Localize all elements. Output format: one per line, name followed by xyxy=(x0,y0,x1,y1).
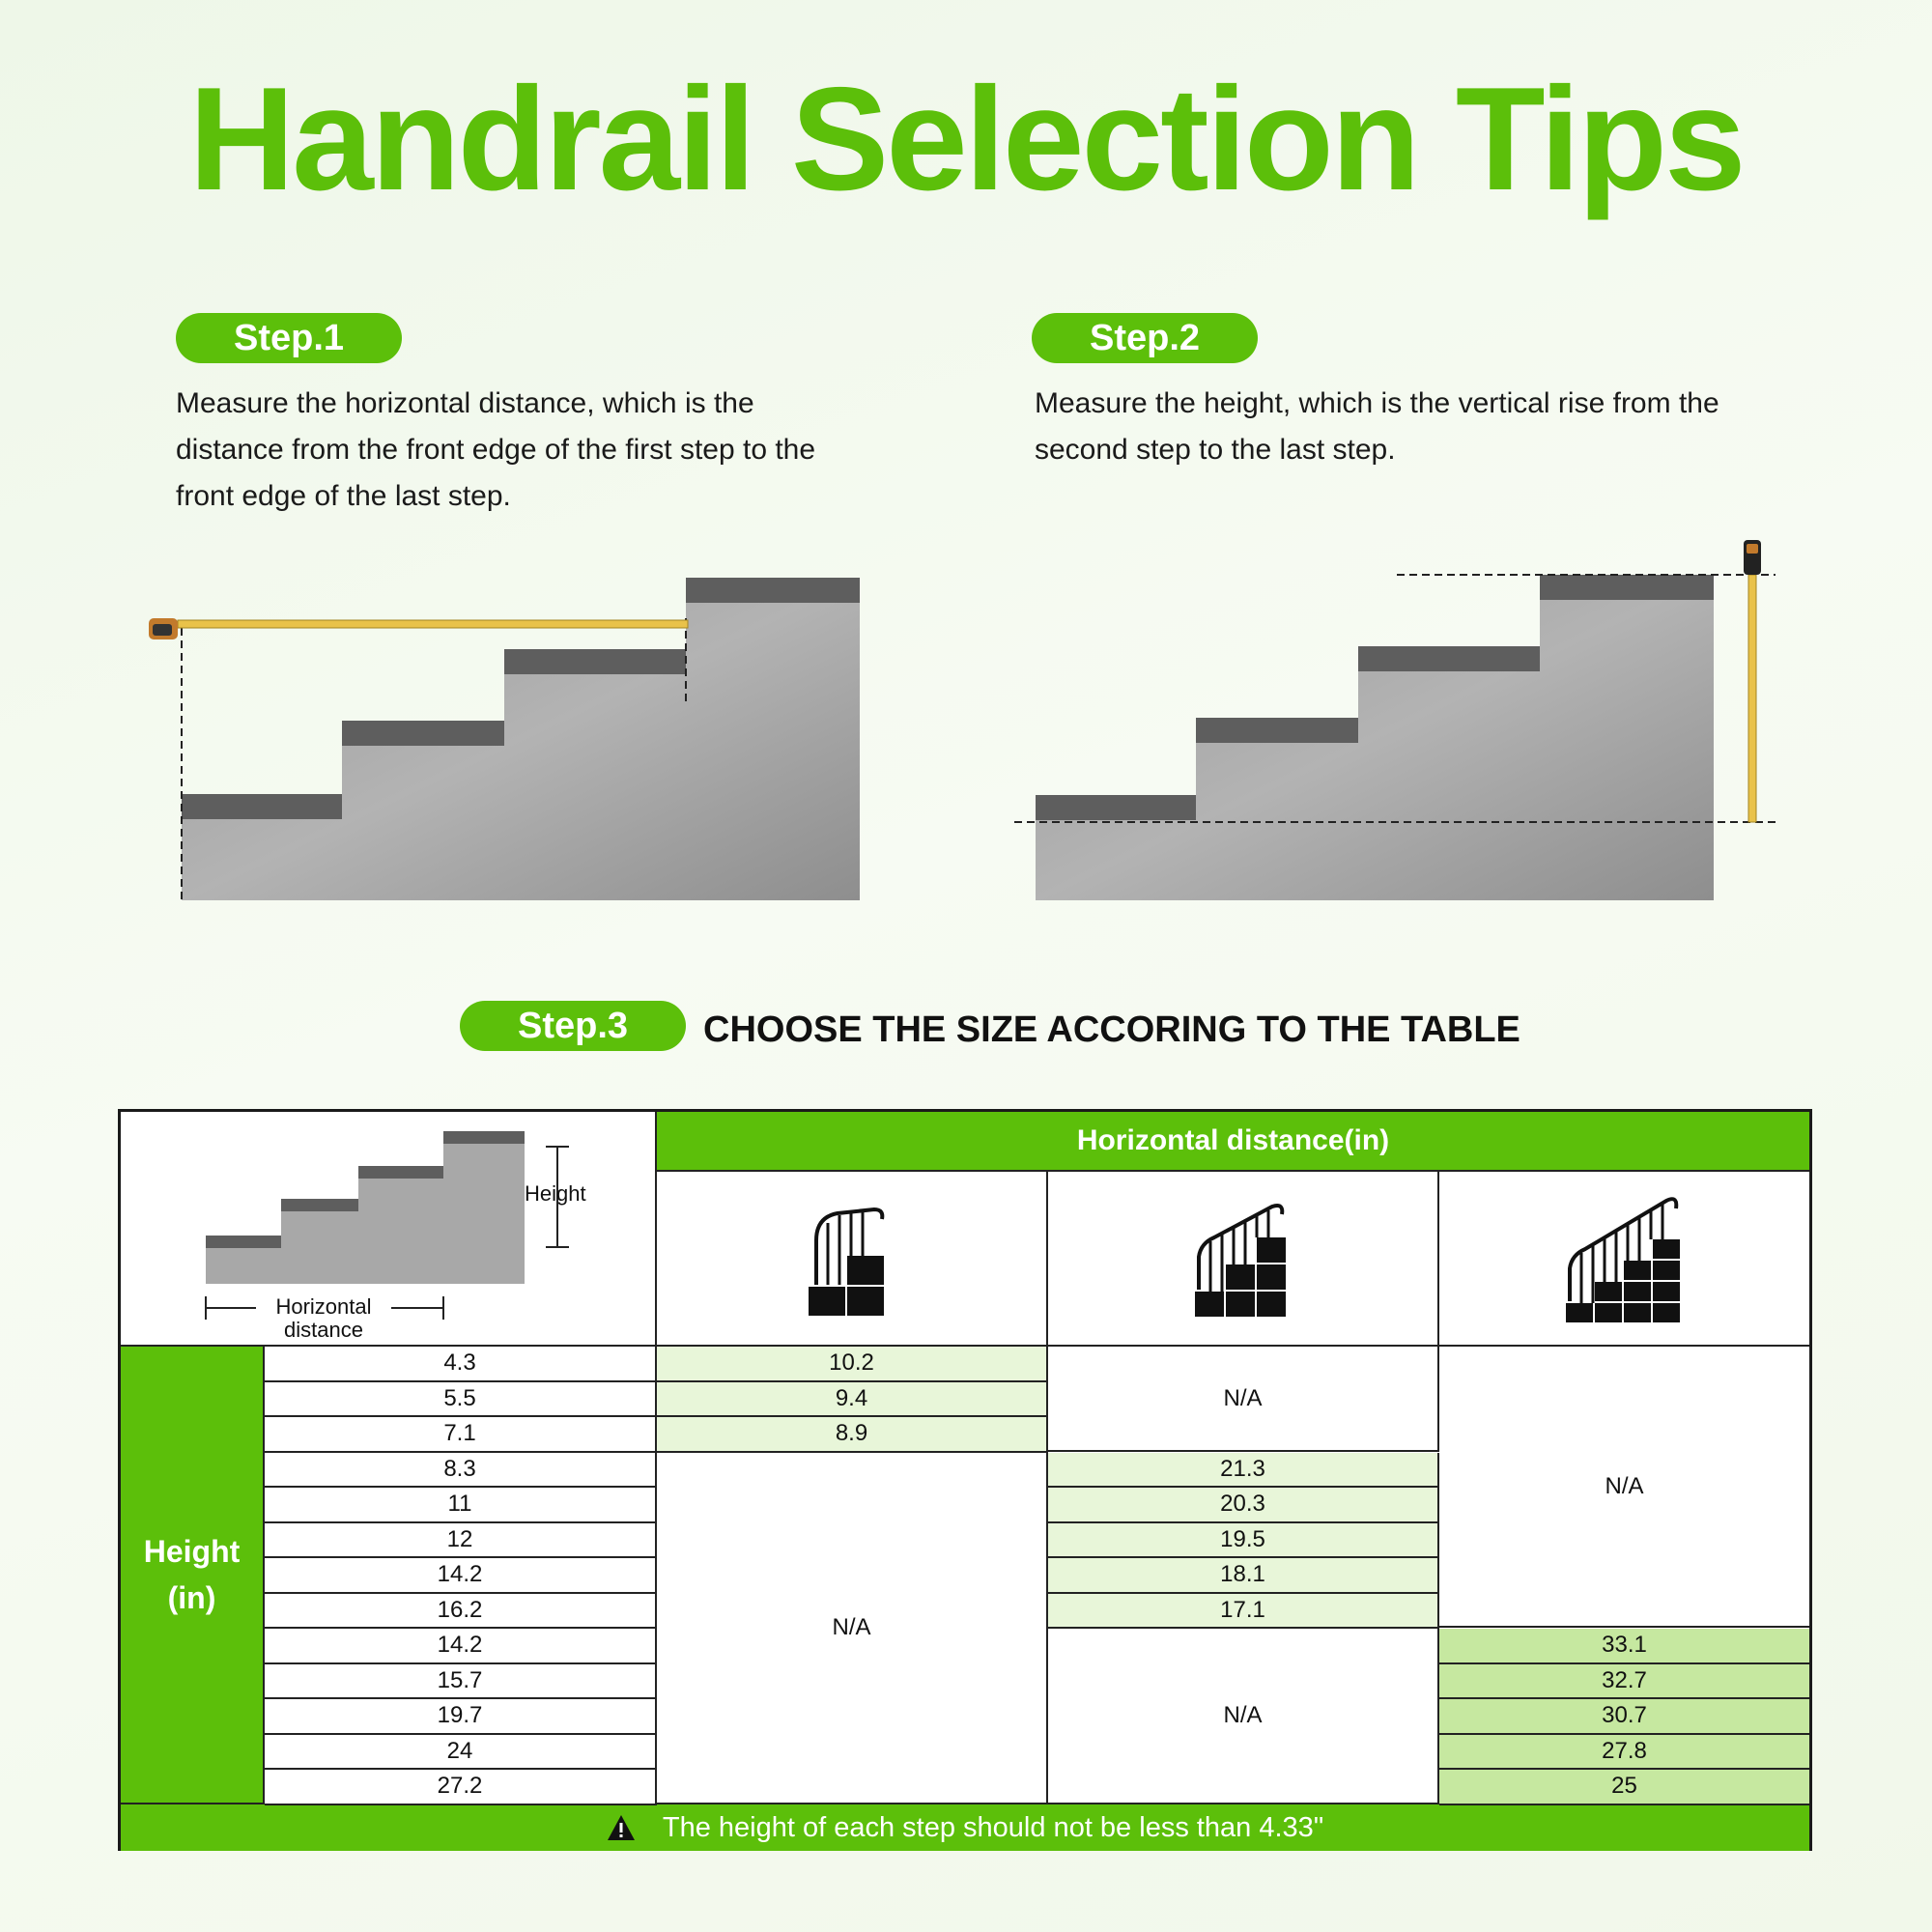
height-value-cell: 27.2 xyxy=(265,1770,657,1805)
tape-measure-icon xyxy=(1744,540,1761,575)
warning-icon xyxy=(607,1814,636,1841)
height-value-cell: 19.7 xyxy=(265,1699,657,1735)
size-table xyxy=(118,1109,1812,1851)
height-value-cell: 14.2 xyxy=(265,1558,657,1594)
warning-bar xyxy=(121,1804,1809,1851)
col1-value-cell: 10.2 xyxy=(657,1347,1048,1382)
step2-stairs-illustration xyxy=(1005,536,1777,913)
height-value-cell: 11 xyxy=(265,1488,657,1523)
col2-na-cell-bottom: N/A xyxy=(1048,1628,1439,1804)
col2-na-cell-top: N/A xyxy=(1048,1347,1439,1452)
page-title: Handrail Selection Tips xyxy=(188,57,1744,221)
col3-value-cell: 30.7 xyxy=(1439,1699,1809,1735)
step1-description: Measure the horizontal distance, which is the distance from the front edge of the first step to the front edge of the last step. xyxy=(176,387,816,512)
height-value-cell: 12 xyxy=(265,1523,657,1559)
height-value-cell: 15.7 xyxy=(265,1664,657,1700)
height-value-cell: 24 xyxy=(265,1735,657,1771)
column-icon-4-step xyxy=(1439,1172,1809,1347)
col1-value-cell: 9.4 xyxy=(657,1382,1048,1418)
step1-stairs-illustration xyxy=(135,570,889,908)
col2-value-cell: 21.3 xyxy=(1048,1453,1439,1489)
col1-value-cell: 8.9 xyxy=(657,1417,1048,1453)
col3-value-cell: 32.7 xyxy=(1439,1664,1809,1700)
col3-value-cell: 27.8 xyxy=(1439,1735,1809,1771)
col2-value-cell: 20.3 xyxy=(1048,1488,1439,1523)
step3-badge: Step.3 xyxy=(460,1001,686,1051)
col3-na-cell: N/A xyxy=(1439,1347,1809,1628)
column-icon-3-step xyxy=(1048,1172,1439,1347)
legend-height-label: Height xyxy=(525,1181,586,1206)
col1-na-cell: N/A xyxy=(657,1452,1048,1804)
height-value-cell: 5.5 xyxy=(265,1382,657,1418)
height-row-header: Height (in) xyxy=(121,1347,265,1804)
step3-heading: CHOOSE THE SIZE ACCORING TO THE TABLE xyxy=(703,1009,1520,1050)
step2-badge: Step.2 xyxy=(1032,313,1258,363)
step2-description: Measure the height, which is the vertical rise from the second step to the last step. xyxy=(1035,387,1719,466)
height-value-cell: 14.2 xyxy=(265,1629,657,1664)
col2-value-cell: 17.1 xyxy=(1048,1594,1439,1630)
horizontal-distance-header: Horizontal distance(in) xyxy=(657,1112,1809,1172)
step1-badge: Step.1 xyxy=(176,313,402,363)
legend-horizontal-label: Horizontal distance xyxy=(275,1294,372,1342)
col3-value-cell: 25 xyxy=(1439,1770,1809,1805)
stair-handrail-2-step-icon xyxy=(809,1202,895,1316)
warning-text: The height of each step should not be less than 4.33" xyxy=(662,1811,1324,1843)
col3-value-cell: 33.1 xyxy=(1439,1629,1809,1664)
height-value-cell: 4.3 xyxy=(265,1347,657,1382)
stair-handrail-3-step-icon xyxy=(1195,1201,1292,1317)
stair-handrail-4-step-icon xyxy=(1566,1195,1684,1322)
column-icon-2-step xyxy=(657,1172,1048,1347)
col2-value-cell: 19.5 xyxy=(1048,1523,1439,1559)
tape-measure-icon xyxy=(149,618,178,639)
legend-cell xyxy=(121,1112,657,1347)
height-value-cell: 16.2 xyxy=(265,1594,657,1630)
height-value-cell: 7.1 xyxy=(265,1417,657,1453)
col2-value-cell: 18.1 xyxy=(1048,1558,1439,1594)
height-value-cell: 8.3 xyxy=(265,1453,657,1489)
